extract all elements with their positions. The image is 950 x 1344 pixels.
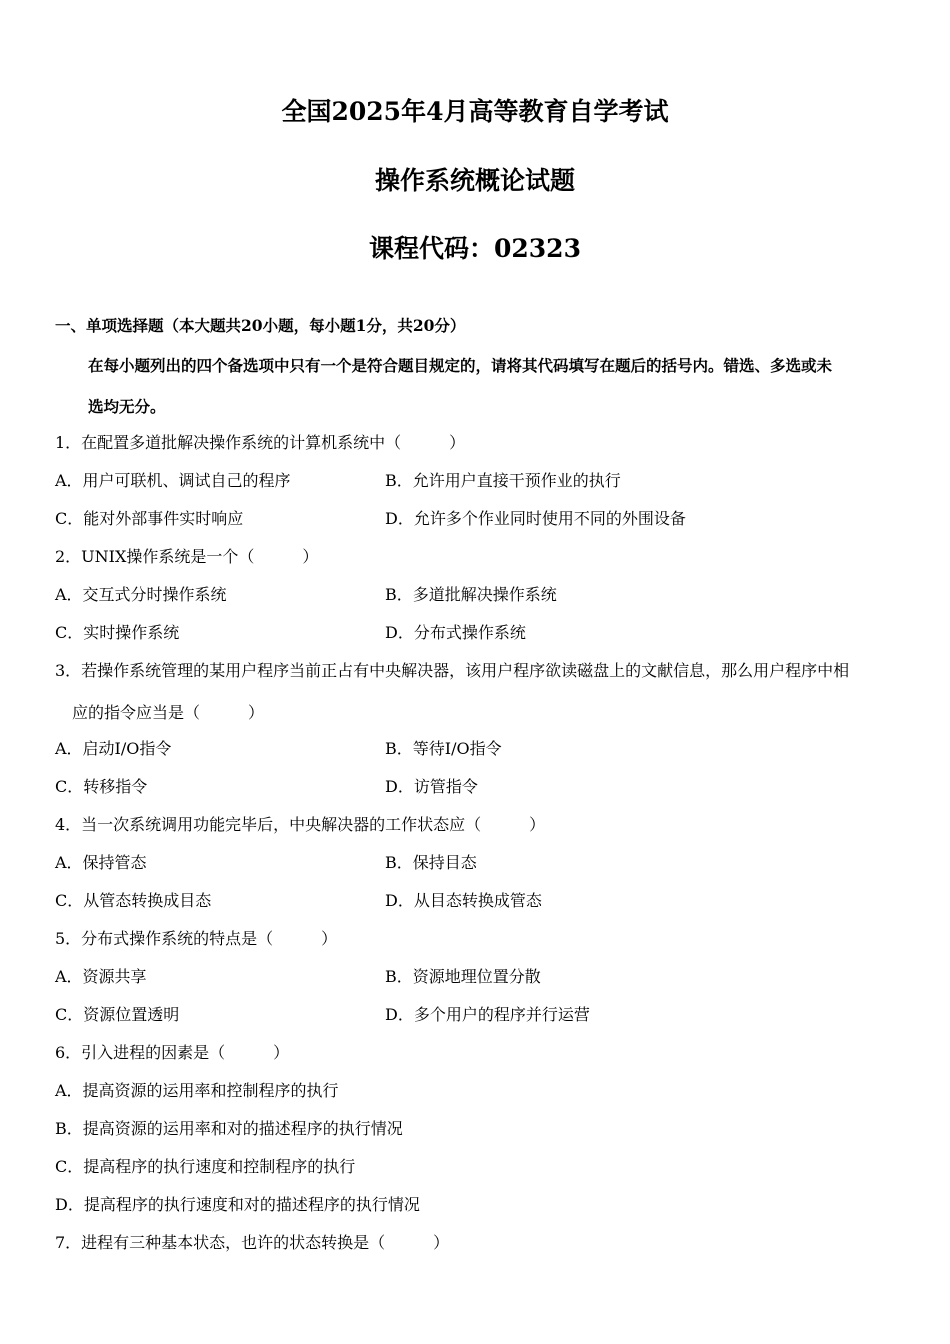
section-heading: 一、单项选择题（本大题共20小题，每小题1分，共20分） [55,316,466,335]
section-instruction: 选均无分。 [88,397,166,416]
option-a: A．提高资源的运用率和控制程序的执行 [55,1081,339,1100]
option-b: B．允许用户直接干预作业的执行 [385,471,621,490]
option-a: A．保持管态 [55,853,147,872]
option-b: B．保持目态 [385,853,477,872]
question-stem: 1．在配置多道批解决操作系统的计算机系统中（ ） [55,433,466,452]
subject-title: 操作系统概论试题 [374,166,575,195]
option-d: D．访管指令 [385,777,478,796]
option-d: D．提高程序的执行速度和对的描述程序的执行情况 [55,1195,420,1214]
question-stem: 6．引入进程的因素是（ ） [55,1043,290,1062]
option-a: A．启动I/O指令 [55,739,172,758]
question-stem: 7．进程有三种基本状态，也许的状态转换是（ ） [55,1233,450,1252]
question-stem: 5．分布式操作系统的特点是（ ） [55,929,338,948]
option-a: A．用户可联机、调试自己的程序 [55,471,291,490]
option-b: B．多道批解决操作系统 [385,585,557,604]
option-c: C．提高程序的执行速度和控制程序的执行 [55,1157,356,1176]
option-c: C．实时操作系统 [55,623,180,642]
option-b: B．资源地理位置分散 [385,967,541,986]
question-stem: 3．若操作系统管理的某用户程序当前正占有中央解决器，该用户程序欲读磁盘上的文献信息，那么用户程序中相 [55,661,850,680]
course-code: 课程代码：02323 [369,234,581,263]
option-d: D．允许多个作业同时使用不同的外围设备 [385,509,686,528]
option-c: C．能对外部事件实时响应 [55,509,244,528]
option-d: D．多个用户的程序并行运营 [385,1005,590,1024]
option-b: B．等待I/O指令 [385,739,502,758]
option-a: A．资源共享 [55,967,147,986]
question-stem-continued: 应的指令应当是（ ） [72,703,265,722]
option-c: C．转移指令 [55,777,148,796]
section-instruction: 在每小题列出的四个备选项中只有一个是符合题目规定的，请将其代码填写在题后的括号内。错选、多选或未 [88,356,833,375]
question-stem: 4．当一次系统调用功能完毕后，中央解决器的工作状态应（ ） [55,815,546,834]
option-a: A．交互式分时操作系统 [55,585,227,604]
question-stem: 2．UNIX操作系统是一个（ ） [55,547,319,566]
exam-title: 全国2025年4月高等教育自学考试 [281,97,669,126]
option-c: C．从管态转换成目态 [55,891,212,910]
option-b: B．提高资源的运用率和对的描述程序的执行情况 [55,1119,403,1138]
option-c: C．资源位置透明 [55,1005,180,1024]
option-d: D．分布式操作系统 [385,623,526,642]
option-d: D．从目态转换成管态 [385,891,542,910]
